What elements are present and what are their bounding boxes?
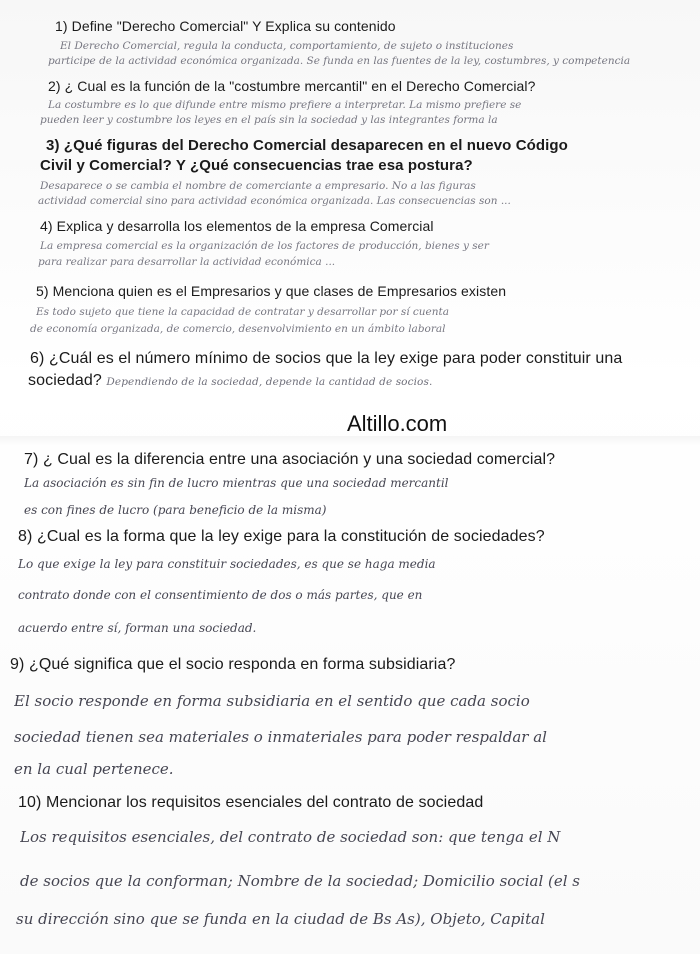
question-3-line-1: 3) ¿Qué figuras del Derecho Comercial desaparecen en el nuevo Código: [46, 137, 568, 154]
answer-10-line-2: de socios que la conforman; Nombre de la sociedad; Domicilio social (el s: [20, 872, 581, 890]
page-gap: [0, 436, 700, 446]
question-6-line-2-text: sociedad?: [28, 372, 102, 389]
answer-7-line-2: es con fines de lucro (para beneficio de la misma): [24, 503, 327, 517]
question-7: 7) ¿ Cual es la diferencia entre una asociación y una sociedad comercial?: [24, 451, 556, 468]
answer-3-line-2: actividad comercial sino para actividad económica organizada. Las consecuencias son ...: [38, 195, 511, 207]
answer-5-line-2: de economía organizada, de comercio, desenvolvimiento en un ámbito laboral: [30, 323, 446, 335]
answer-2-line-2: pueden leer y costumbre los leyes en el país sin la sociedad y las integrantes forma la: [40, 114, 498, 126]
question-1: 1) Define "Derecho Comercial" Y Explica su contenido: [55, 18, 396, 34]
answer-9-line-1: El socio responde en forma subsidiaria en el sentido que cada socio: [14, 692, 530, 710]
question-10: 10) Mencionar los requisitos esenciales del contrato de sociedad: [18, 794, 484, 811]
answer-8-line-2: contrato donde con el consentimiento de dos o más partes, que en: [18, 588, 423, 602]
answer-3-line-1: Desaparece o se cambia el nombre de comerciante a empresario. No a las figuras: [40, 180, 476, 192]
answer-9-line-2: sociedad tienen sea materiales o inmateriales para poder respaldar al: [14, 728, 547, 746]
question-5: 5) Menciona quien es el Empresarios y que clases de Empresarios existen: [36, 283, 507, 299]
answer-8-line-3: acuerdo entre sí, forman una sociedad.: [18, 621, 257, 635]
question-9: 9) ¿Qué significa que el socio responda en forma subsidiaria?: [10, 656, 456, 673]
answer-9-line-3: en la cual pertenece.: [14, 760, 174, 778]
question-6-line-2: [28, 372, 432, 390]
answer-2-line-1: La costumbre es lo que difunde entre mismo prefiere a interpretar. La mismo prefiere se: [48, 99, 522, 111]
question-6-line-1: 6) ¿Cuál es el número mínimo de socios que la ley exige para poder constituir una: [30, 350, 623, 367]
answer-10-line-3: su dirección sino que se funda en la ciudad de Bs As), Objeto, Capital: [16, 910, 545, 928]
question-8: 8) ¿Cual es la forma que la ley exige para la constitución de sociedades?: [18, 528, 545, 545]
answer-5-line-1: Es todo sujeto que tiene la capacidad de contratar y desarrollar por sí cuenta: [36, 306, 450, 318]
answer-10-line-1: Los requisitos esenciales, del contrato de sociedad son: que tenga el N: [20, 828, 561, 846]
question-3-line-2: Civil y Comercial? Y ¿Qué consecuencias trae esa postura?: [40, 157, 473, 174]
answer-1-line-2: participe de la actividad económica organizada. Se funda en las fuentes de la ley, costumbres, y competencia: [48, 55, 631, 67]
answer-7-line-1: La asociación es sin fin de lucro mientras que una sociedad mercantil: [24, 476, 449, 490]
answer-1-line-1: El Derecho Comercial, regula la conducta, comportamiento, de sujeto o instituciones: [60, 40, 514, 52]
answer-8-line-1: Lo que exige la ley para constituir sociedades, es que se haga media: [18, 557, 436, 571]
watermark: Altillo.com: [347, 411, 448, 436]
question-4: 4) Explica y desarrolla los elementos de la empresa Comercial: [40, 218, 434, 234]
question-2: 2) ¿ Cual es la función de la "costumbre mercantil" en el Derecho Comercial?: [48, 78, 536, 94]
answer-4-line-2: para realizar para desarrollar la actividad económica ...: [38, 256, 336, 268]
answer-6: Dependiendo de la sociedad, depende la cantidad de socios.: [106, 376, 433, 388]
answer-4-line-1: La empresa comercial es la organización de los factores de producción, bienes y ser: [40, 240, 489, 252]
